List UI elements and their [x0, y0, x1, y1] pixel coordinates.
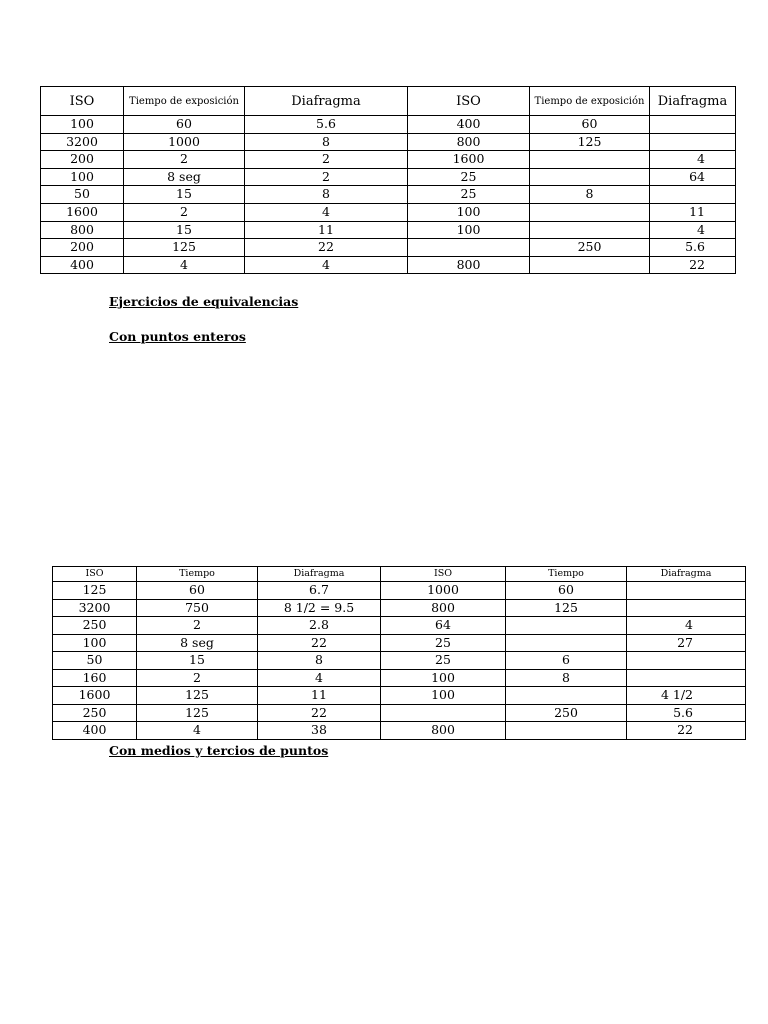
table-cell: 3200 [41, 133, 124, 151]
table-cell: 4 [137, 722, 258, 740]
table-row [41, 133, 736, 151]
table-cell [627, 582, 746, 600]
table-cell: 800 [408, 256, 530, 274]
table-cell: 6.7 [258, 582, 381, 600]
table-cell [530, 168, 650, 186]
table-row [53, 652, 746, 670]
table-cell: 2 [137, 617, 258, 635]
table-row [41, 203, 736, 221]
table-cell: 4 [650, 151, 736, 169]
table-row [53, 582, 746, 600]
table-cell [381, 704, 506, 722]
table-cell: 8 [245, 133, 408, 151]
table-cell [650, 186, 736, 204]
table-cell: 22 [258, 634, 381, 652]
table-cell: 2 [124, 203, 245, 221]
table-cell: 50 [53, 652, 137, 670]
table-cell: 64 [381, 617, 506, 635]
table-row [53, 617, 746, 635]
table-row [41, 221, 736, 239]
table-cell: 8 [258, 652, 381, 670]
table-cell: 1000 [124, 133, 245, 151]
table-cell: 11 [258, 687, 381, 705]
table-row [53, 704, 746, 722]
table-cell [530, 256, 650, 274]
table-cell: 8 [506, 669, 627, 687]
table-cell: 400 [53, 722, 137, 740]
table-cell: 15 [124, 186, 245, 204]
table-cell: 25 [381, 634, 506, 652]
table-cell: 4 [650, 221, 736, 239]
column-header: ISO [381, 567, 506, 582]
table-cell: 100 [408, 203, 530, 221]
table-cell: 250 [530, 239, 650, 257]
table-cell: 27 [627, 634, 746, 652]
heading-puntos-enteros: Con puntos enteros [109, 329, 246, 344]
table-cell: 25 [381, 652, 506, 670]
table-row [53, 599, 746, 617]
table-cell: 400 [408, 116, 530, 134]
table-row [53, 722, 746, 740]
table-cell: 8 1/2 = 9.5 [258, 599, 381, 617]
table-cell: 5.6 [627, 704, 746, 722]
table-cell [506, 687, 627, 705]
table-cell: 11 [650, 203, 736, 221]
column-header: Diafragma [258, 567, 381, 582]
table-cell: 4 [124, 256, 245, 274]
table-cell: 4 [245, 203, 408, 221]
table-cell: 200 [41, 151, 124, 169]
column-header: Tiempo de exposición [124, 87, 245, 116]
heading-medios-tercios: Con medios y tercios de puntos [109, 743, 329, 758]
table-cell: 6 [506, 652, 627, 670]
table-cell: 4 1/2 [627, 687, 746, 705]
table-cell: 100 [41, 168, 124, 186]
table-cell: 22 [245, 239, 408, 257]
table-row [41, 256, 736, 274]
table-cell: 60 [124, 116, 245, 134]
table-cell [650, 116, 736, 134]
table-cell: 25 [408, 168, 530, 186]
table-cell: 2 [245, 168, 408, 186]
table-cell: 4 [627, 617, 746, 635]
table-cell: 22 [627, 722, 746, 740]
table-cell [627, 599, 746, 617]
table-row [41, 151, 736, 169]
table-cell: 60 [506, 582, 627, 600]
table-cell: 38 [258, 722, 381, 740]
table-cell: 1600 [408, 151, 530, 169]
table-cell: 60 [530, 116, 650, 134]
header-row [41, 87, 736, 116]
table-cell: 160 [53, 669, 137, 687]
table-cell: 400 [41, 256, 124, 274]
column-header: Diafragma [627, 567, 746, 582]
table-row [41, 239, 736, 257]
table-cell: 800 [408, 133, 530, 151]
table-cell: 125 [137, 687, 258, 705]
table-cell [627, 652, 746, 670]
table-cell [408, 239, 530, 257]
table-cell: 8 [245, 186, 408, 204]
column-header: ISO [53, 567, 137, 582]
table-cell [506, 634, 627, 652]
table-cell [650, 133, 736, 151]
table-row [53, 687, 746, 705]
table-row [41, 116, 736, 134]
table-cell: 22 [258, 704, 381, 722]
table-cell: 15 [124, 221, 245, 239]
table-cell: 250 [53, 617, 137, 635]
table-cell: 4 [258, 669, 381, 687]
table-cell: 8 seg [124, 168, 245, 186]
table-cell: 125 [506, 599, 627, 617]
table-cell [530, 203, 650, 221]
exposure-table-1 [40, 86, 736, 274]
column-header: Diafragma [650, 87, 736, 116]
table-cell [530, 151, 650, 169]
table-cell: 5.6 [650, 239, 736, 257]
table-cell: 800 [381, 722, 506, 740]
table-cell [530, 221, 650, 239]
table-cell: 2 [124, 151, 245, 169]
table-cell: 1600 [41, 203, 124, 221]
table-cell: 2 [137, 669, 258, 687]
table-cell: 4 [245, 256, 408, 274]
table-cell: 750 [137, 599, 258, 617]
table-cell: 100 [408, 221, 530, 239]
table-cell: 100 [381, 669, 506, 687]
table-cell: 22 [650, 256, 736, 274]
table-cell: 8 seg [137, 634, 258, 652]
table-cell: 1600 [53, 687, 137, 705]
table-cell [627, 669, 746, 687]
table-cell: 100 [381, 687, 506, 705]
table-cell: 2.8 [258, 617, 381, 635]
table-cell: 250 [506, 704, 627, 722]
table-cell: 100 [53, 634, 137, 652]
column-header: ISO [408, 87, 530, 116]
column-header: Tiempo de exposición [530, 87, 650, 116]
table-cell: 250 [53, 704, 137, 722]
table-row [41, 168, 736, 186]
table-cell [506, 722, 627, 740]
table-row [53, 669, 746, 687]
table-cell: 1000 [381, 582, 506, 600]
column-header: Tiempo [506, 567, 627, 582]
table-cell: 60 [137, 582, 258, 600]
table-cell: 15 [137, 652, 258, 670]
header-row [53, 567, 746, 582]
table-row [53, 634, 746, 652]
table-cell: 25 [408, 186, 530, 204]
column-header: ISO [41, 87, 124, 116]
table-cell [506, 617, 627, 635]
column-header: Tiempo [137, 567, 258, 582]
table-cell: 800 [41, 221, 124, 239]
table-cell: 800 [381, 599, 506, 617]
exposure-table-2 [52, 566, 746, 740]
table-cell: 125 [124, 239, 245, 257]
table-cell: 200 [41, 239, 124, 257]
column-header: Diafragma [245, 87, 408, 116]
table-cell: 5.6 [245, 116, 408, 134]
table-cell: 3200 [53, 599, 137, 617]
table-cell: 8 [530, 186, 650, 204]
table-cell: 64 [650, 168, 736, 186]
table-cell: 100 [41, 116, 124, 134]
table-cell: 125 [53, 582, 137, 600]
table-cell: 2 [245, 151, 408, 169]
table-cell: 125 [137, 704, 258, 722]
table-row [41, 186, 736, 204]
table-cell: 11 [245, 221, 408, 239]
heading-equivalencias: Ejercicios de equivalencias [109, 294, 299, 309]
table-cell: 125 [530, 133, 650, 151]
table-cell: 50 [41, 186, 124, 204]
